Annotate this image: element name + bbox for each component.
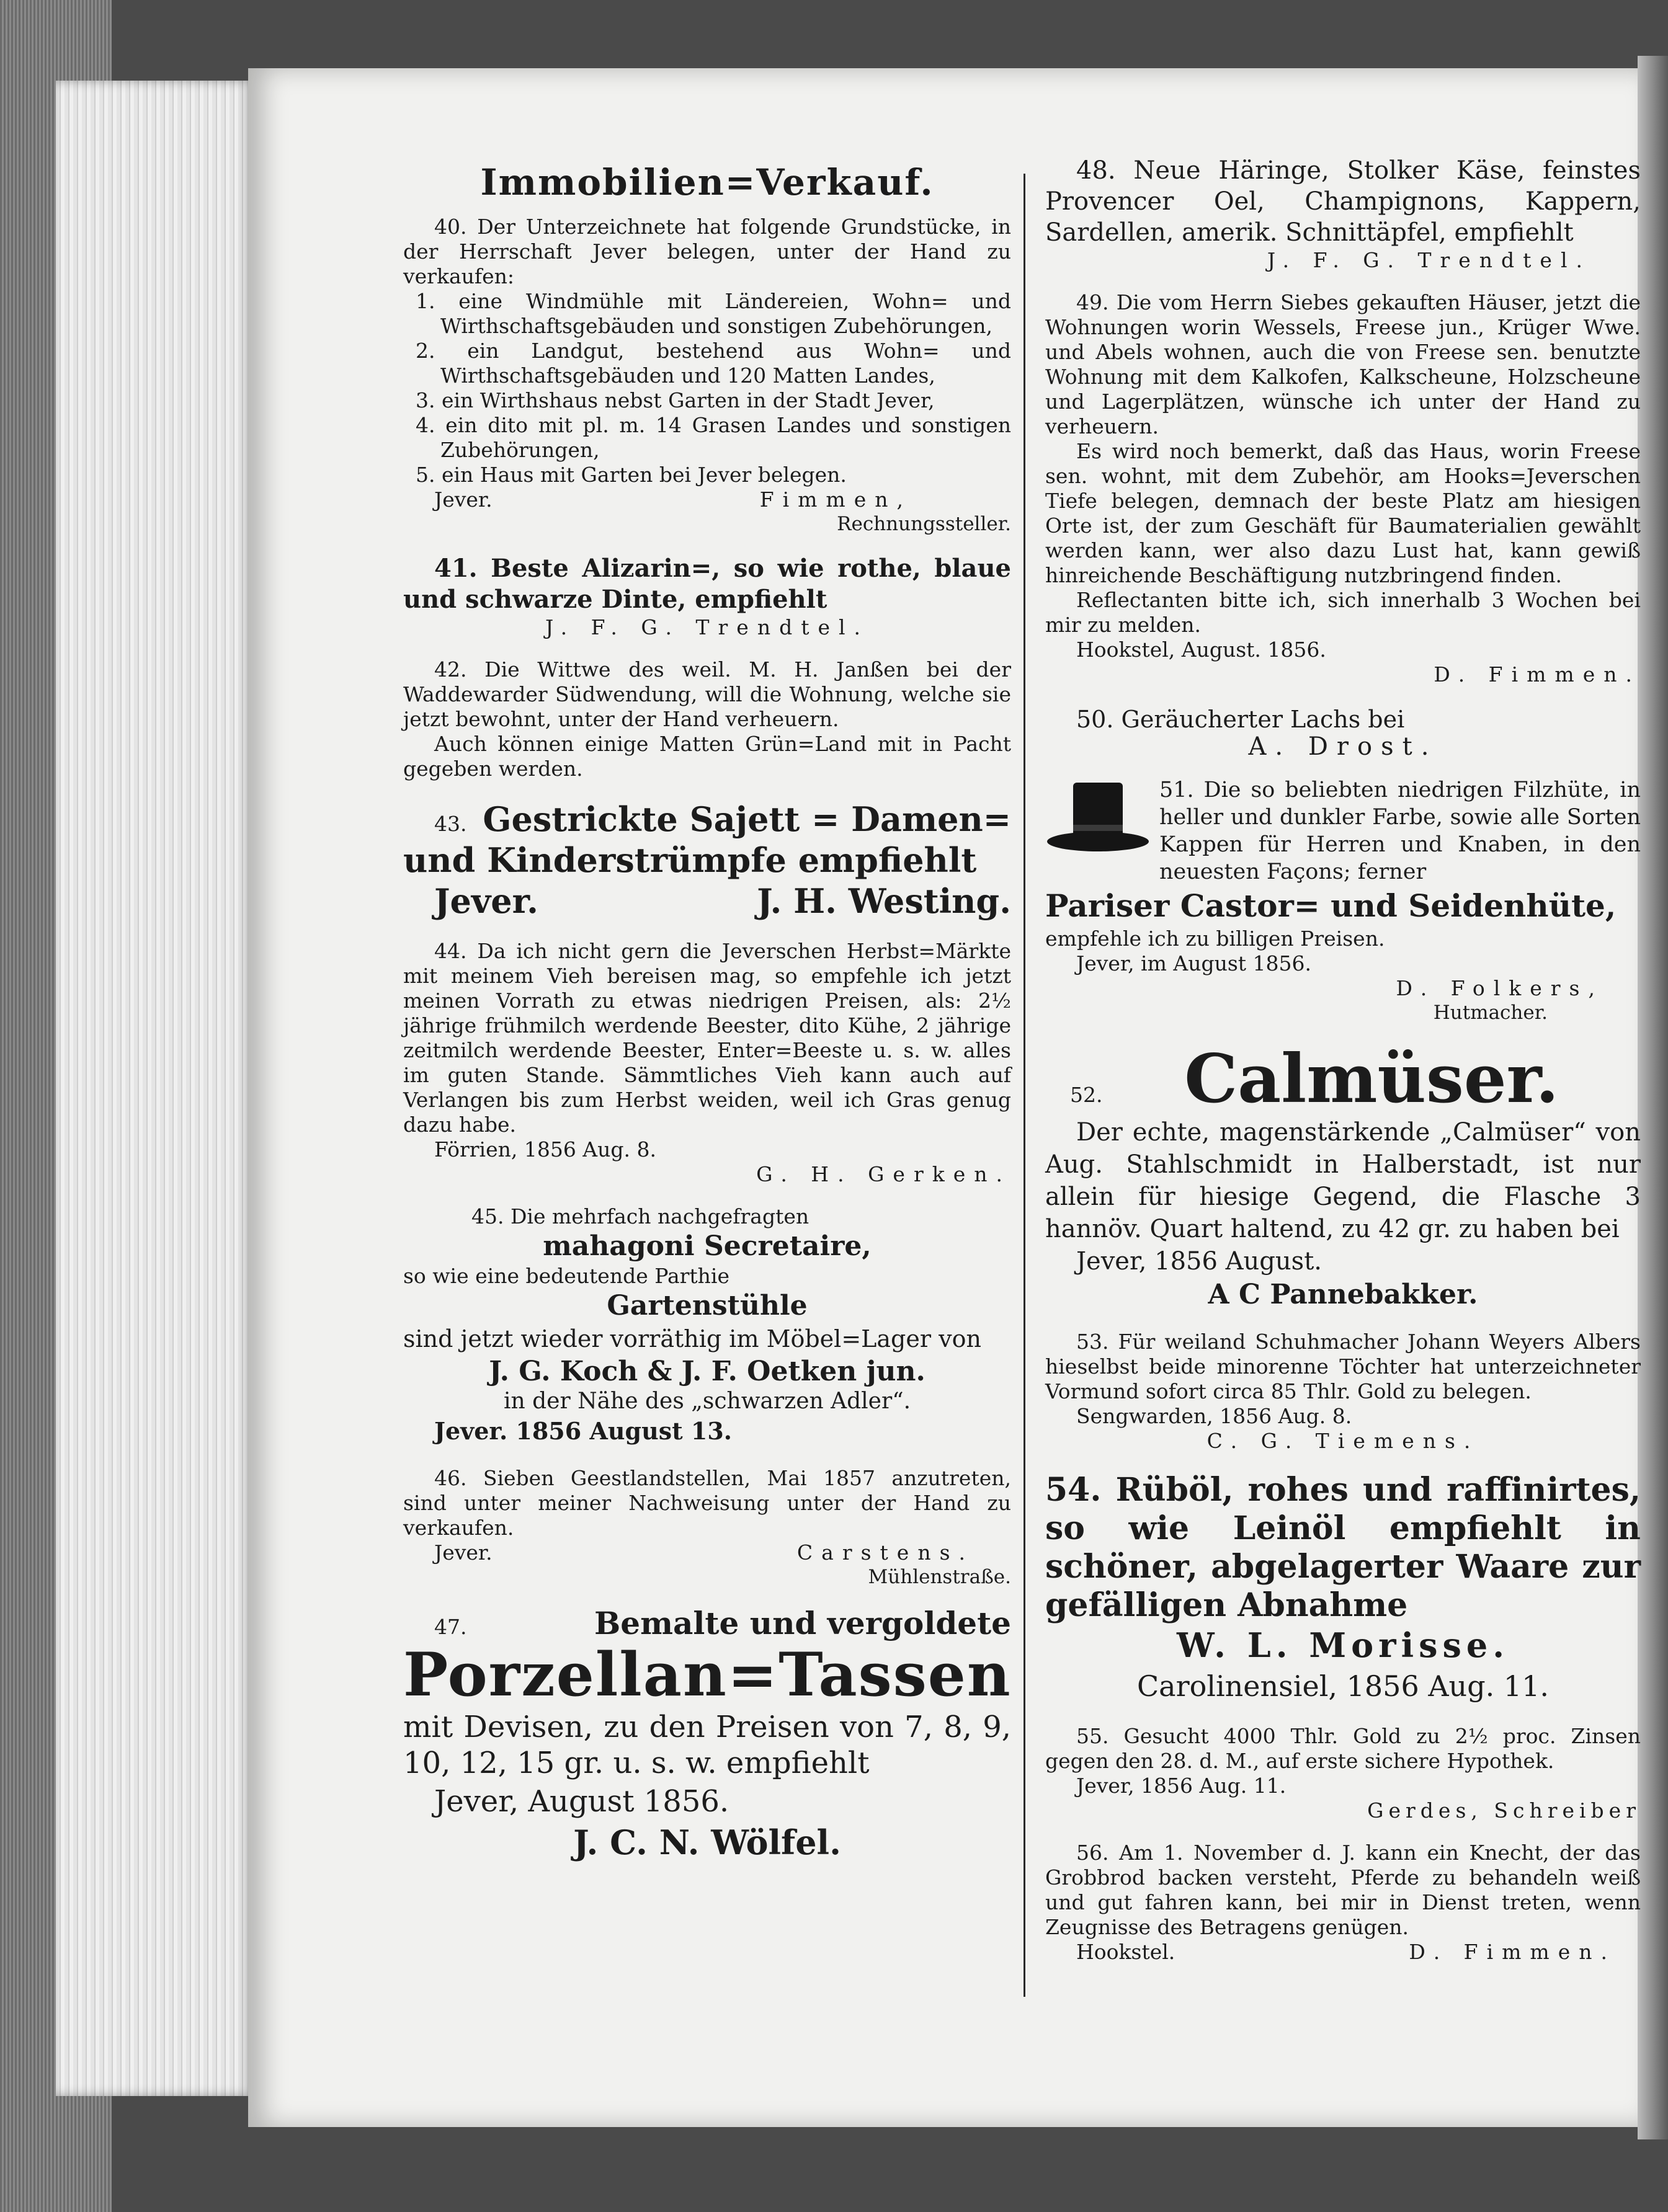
ad-51 <box>1045 776 1641 1024</box>
ad-number: 52. <box>1070 1083 1103 1107</box>
ad-text: 45. Die mehrfach nachgefragten <box>471 1204 809 1228</box>
ad-text: 51. Die so beliebten niedrigen Filzhüte, in heller und dunkler Farbe, sowie alle Sorten Kappen für Herren und Knaben, in den neuesten Façons; ferner <box>1159 778 1641 884</box>
ad-text: 50. Geräucherter Lachs bei <box>1076 706 1405 733</box>
ad-45 <box>403 1204 1011 1449</box>
date: Jever, 1856 August. <box>1076 1247 1322 1276</box>
ad-47 <box>403 1606 1011 1863</box>
list-item: 4. ein dito mit pl. m. 14 Grasen Landes und sonstigen Zubehörungen, <box>416 413 1011 462</box>
ad-headline <box>403 799 1011 840</box>
ad-text: Reflectanten bitte ich, sich innerhalb 3 Wochen bei mir zu melden. <box>1045 588 1641 637</box>
signer: J. C. N. Wölfel. <box>573 1823 841 1862</box>
signer: W. L. Morisse. <box>1176 1625 1510 1665</box>
signature-row <box>403 1540 1011 1565</box>
ad-text: 44. Da ich nicht gern die Jeverschen Herbst=Märkte mit meinem Vieh bereisen mag, so empfehle ich jetzt meinen Vorrath zu etwas niedrigen Preisen, als: 2½ jährige frühmilch werdende Beester, dito Kühe, 2 jährige zeitmilch werdende Beester, Enter=Beeste u. s. w. alles im guten Stande. Sämmtliches Vieh kann auch auf Verlangen bis zum Herbst weiden, weil ich Gras genug dazu habe. <box>403 939 1011 1137</box>
list-item: 3. ein Wirthshaus nebst Garten in der Stadt Jever, <box>416 388 935 412</box>
ad-text: 53. Für weiland Schuhmacher Johann Weyers Albers hieselbst beide minorenne Töchter hat unterzeichneter Vormund sofort circa 85 Thlr. Gold zu belegen. <box>1045 1330 1641 1403</box>
signer: A. Drost. <box>1248 732 1438 761</box>
signer: D. Fimmen. <box>1434 662 1641 686</box>
list-item: 5. ein Haus mit Garten bei Jever belegen. <box>416 463 847 487</box>
signer-street: Mühlenstraße. <box>868 1566 1011 1588</box>
ad-text: 48. Neue Häringe, Stolker Käse, feinstes Provencer Oel, Champignons, Kappern, Sardellen, amerik. Schnittäpfel, empfiehlt <box>1045 156 1641 247</box>
signer: D. Fimmen. <box>1409 1940 1616 1964</box>
ad-number: 47. <box>434 1615 467 1639</box>
ad-text: 42. Die Wittwe des weil. M. H. Janßen bei der Waddewarder Südwendung, will die Wohnung, welche sie jetzt bewohnt, unter der Hand verheuern. <box>403 657 1011 731</box>
signer: J. F. G. Trendtel. <box>545 615 870 639</box>
place: Jever. <box>434 1540 493 1565</box>
signer: G. H. Gerken. <box>756 1162 1011 1186</box>
signer: J. F. G. Trendtel. <box>1267 248 1591 272</box>
date: Carolinensiel, 1856 Aug. 11. <box>1136 1669 1550 1703</box>
ad-50 <box>1045 704 1641 759</box>
location: in der Nähe des „schwarzen Adler“. <box>503 1388 911 1414</box>
ad-headline-line: Pariser Castor= und Seidenhüte, <box>1045 887 1617 924</box>
signer: J. H. Westing. <box>757 881 1011 921</box>
page-right-edge <box>1638 56 1668 2139</box>
signer: D. Folkers, <box>1396 976 1603 1000</box>
ad-text: Es wird noch bemerkt, daß das Haus, worin Freese sen. wohnt, mit dem Zubehör, am Hooks=Jeverschen Tiefe belegen, demnach der beste Platz am hiesigen Orte ist, der zum Geschäft für Baumaterialien gewählt werden kann, wer also dazu Lust hat, kann gewiß hinreichende Beschäftigung nutzbringend finden. <box>1045 439 1641 587</box>
ad-54 <box>1045 1471 1641 1707</box>
list-item: 1. eine Windmühle mit Ländereien, Wohn= und Wirthschaftsgebäuden und sonstigen Zubehörungen, <box>416 289 1011 338</box>
ad-46 <box>403 1466 1011 1589</box>
date: Jever. 1856 August 13. <box>434 1417 732 1445</box>
signer: Carstens. <box>796 1540 974 1565</box>
ad-text: empfehle ich zu billigen Preisen. <box>1045 926 1385 951</box>
place: Hookstel. <box>1076 1940 1175 1964</box>
list-item: 2. ein Landgut, bestehend aus Wohn= und Wirthschaftsgebäuden und 120 Matten Landes, <box>416 339 1011 388</box>
right-column <box>1045 155 1641 1982</box>
signer-title: Hutmacher. <box>1433 1002 1548 1024</box>
ad-40 <box>403 215 1011 536</box>
product-name: mahagoni Secretaire, <box>543 1230 872 1262</box>
date: Hookstel, August. 1856. <box>1076 637 1326 662</box>
date: Jever, 1856 Aug. 11. <box>1076 1774 1287 1798</box>
ad-52 <box>1045 1042 1641 1312</box>
section-heading: Immobilien=Verkauf. <box>480 161 934 203</box>
top-hat-icon <box>1045 776 1151 857</box>
date: Sengwarden, 1856 Aug. 8. <box>1076 1404 1352 1428</box>
ad-headline-line: Bemalte und vergoldete <box>594 1605 1011 1641</box>
hat-ad-row <box>1045 776 1641 886</box>
left-column <box>403 155 1011 1880</box>
ad-55 <box>1045 1724 1641 1823</box>
ad-text: 41. Beste Alizarin=, so wie rothe, blaue und schwarze Dinte, empfiehlt <box>403 554 1011 614</box>
ad-text: 40. Der Unterzeichnete hat folgende Grundstücke, in der Herrschaft Jever belegen, unter der Hand zu verkaufen: <box>403 215 1011 288</box>
signer: Gerdes, Schreiber <box>1367 1798 1641 1823</box>
ad-48 <box>1045 155 1641 273</box>
ad-text: 54. Rüböl, rohes und raffinirtes, so wie Leinöl empfiehlt in schöner, abgelagerter Waare zur gefälligen Abnahme <box>1045 1471 1641 1624</box>
property-list <box>403 289 1011 487</box>
date: Jever, August 1856. <box>434 1784 729 1819</box>
signer: C. G. Tiemens. <box>1206 1429 1479 1453</box>
ad-text: 55. Gesucht 4000 Thlr. Gold zu 2½ proc. Zinsen gegen den 28. d. M., auf erste sichere Hypothek. <box>1045 1724 1641 1773</box>
signer-title: Rechnungssteller. <box>837 513 1011 535</box>
ad-42 <box>403 657 1011 781</box>
signer: Fimmen, <box>759 487 912 512</box>
ad-headline <box>403 1606 1011 1641</box>
ad-text: sind jetzt wieder vorräthig im Möbel=Lager von <box>403 1325 981 1353</box>
ad-49 <box>1045 290 1641 687</box>
ad-44 <box>403 939 1011 1187</box>
signature-row <box>403 487 1011 512</box>
page-stack-edges <box>56 81 254 2096</box>
ad-text: 49. Die vom Herrn Siebes gekauften Häuser, jetzt die Wohnungen worin Wessels, Freese jun., Krüger Wwe. und Abels wohnen, auch die von Freese sen. benutzte Wohnung mit dem Kalkofen, Kalkscheune, Holzscheune und Lagerplätzen, wünsche ich unter der Hand zu verheuern. <box>1045 290 1641 438</box>
ad-text: Auch können einige Matten Grün=Land mit in Pacht gegeben werden. <box>403 732 1011 781</box>
column-divider <box>1024 174 1025 1997</box>
date: Jever, im August 1856. <box>1076 951 1312 975</box>
ad-41 <box>403 553 1011 640</box>
ad-headline-line: Gestrickte Sajett = Damen= <box>483 799 1011 839</box>
ad-headline <box>1045 1042 1641 1116</box>
ad-text: mit Devisen, zu den Preisen von 7, 8, 9, 10, 12, 15 gr. u. s. w. empfiehlt <box>403 1710 1011 1780</box>
ad-number: 43. <box>434 812 467 836</box>
ad-headline-large: Porzellan=Tassen <box>403 1640 1012 1710</box>
ad-43 <box>403 799 1011 922</box>
signature-row <box>1045 1940 1641 1965</box>
signature-row <box>403 881 1011 922</box>
product-name: Gartenstühle <box>607 1290 808 1321</box>
ad-text: 46. Sieben Geestlandstellen, Mai 1857 anzutreten, sind unter meiner Nachweisung unter der Hand zu verkaufen. <box>403 1466 1011 1540</box>
ad-text: 56. Am 1. November d. J. kann ein Knecht, der das Grobbrod backen versteht, Pferde zu behandeln weiß und gut fahren kann, bei mir in Dienst treten, wenn Zeugnisse des Betragens genügen. <box>1045 1841 1641 1939</box>
place: Jever. <box>434 487 493 512</box>
ad-text: so wie eine bedeutende Parthie <box>403 1264 729 1288</box>
date: Förrien, 1856 Aug. 8. <box>434 1137 656 1162</box>
signer: A C Pannebakker. <box>1208 1279 1478 1310</box>
ad-headline-line: und Kinderstrümpfe empfiehlt <box>403 840 977 880</box>
ad-53 <box>1045 1330 1641 1454</box>
ad-56 <box>1045 1841 1641 1965</box>
place: Jever. <box>434 881 538 921</box>
ad-headline-large: Calmüser. <box>1184 1040 1559 1118</box>
firm-names: J. G. Koch & J. F. Oetken jun. <box>489 1356 925 1387</box>
ad-text: Der echte, magenstärkende „Calmüser“ von Aug. Stahlschmidt in Halberstadt, ist nur allein für hiesige Gegend, die Flasche 3 hannöv. Quart haltend, zu 42 gr. zu haben bei <box>1045 1118 1641 1243</box>
